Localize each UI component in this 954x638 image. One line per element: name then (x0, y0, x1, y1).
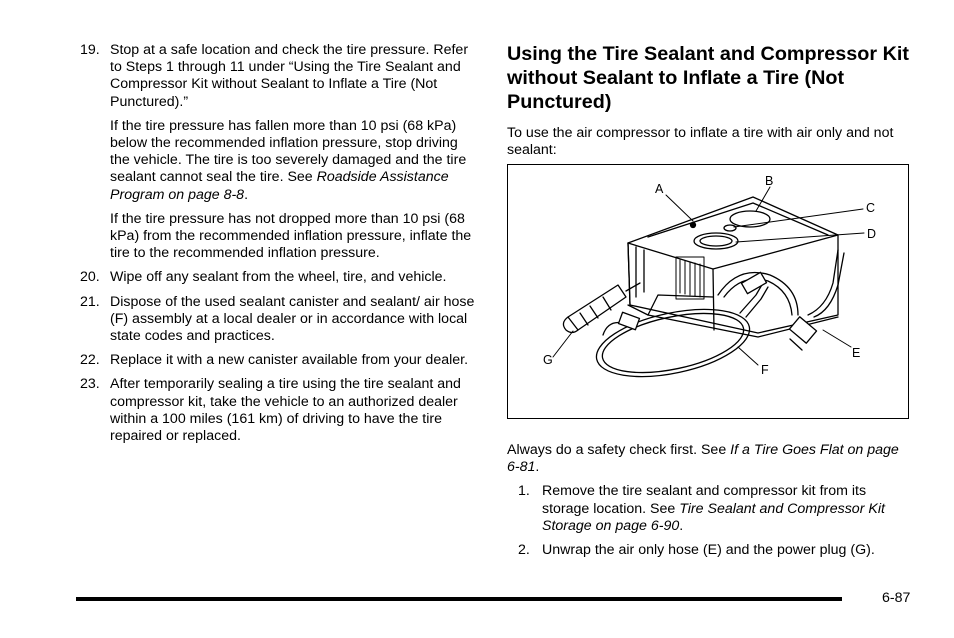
list-item (507, 483, 912, 535)
step-paragraph (110, 294, 478, 346)
step-number: 2. (518, 542, 530, 559)
compressor-illustration (507, 164, 909, 419)
safety-note-text: . (535, 459, 540, 476)
label-e: E (852, 346, 861, 360)
right-column (507, 42, 912, 159)
label-f: F (761, 363, 769, 377)
label-c: C (866, 201, 876, 215)
step-text: After temporarily sealing a tire using the tire sealant and compressor kit, take the vehicle to an authorized dealer within a 100 miles (161 km) of driving to have the tire repaired or replaced. (110, 376, 461, 445)
list-item (76, 269, 478, 286)
left-column (76, 42, 478, 452)
step-number: 22. (80, 352, 100, 369)
label-g: G (543, 353, 553, 367)
step-paragraph (110, 42, 478, 111)
page-number: 6-87 (882, 590, 911, 606)
safety-note-text: Always do a safety check first. See (507, 442, 731, 458)
step-paragraph (110, 269, 478, 286)
label-a: A (655, 182, 664, 196)
step-text: . (244, 186, 249, 203)
step-number: 20. (80, 269, 100, 286)
right-step-list (507, 483, 912, 559)
list-item (507, 542, 912, 559)
instructions-block (507, 442, 912, 559)
list-item (76, 376, 478, 445)
step-paragraph (110, 211, 478, 263)
step-text: Replace it with a new canister available from your dealer. (110, 352, 469, 369)
step-text: If the tire pressure has not dropped more than 10 psi (68 kPa) from the recommended inflation pressure, inflate the tire to the recommended inflation pressure. (110, 210, 472, 262)
step-number: 23. (80, 376, 100, 393)
step-text: Tire Sealant and Compressor Kit Storage on page 6-90 (542, 500, 885, 534)
list-item (76, 294, 478, 346)
label-d: D (867, 227, 877, 241)
step-text: Stop at a safe location and check the tire pressure. Refer to Steps 1 through 11 under “Using the Tire Sealant and Compressor Kit without Sealant to Inflate a Tire (Not Punctured).” (110, 42, 469, 110)
step-number: 21. (80, 293, 100, 310)
step-text: If the tire pressure has fallen more than 10 psi (68 kPa) below the recommended inflation pressure, stop driving the vehicle. The tire is too severely damaged and the tire sealant cannot seal the tire. See (110, 117, 467, 186)
compressor-drawing (508, 165, 910, 420)
footer-rule (76, 597, 842, 601)
section-heading: Using the Tire Sealant and Compressor Kit without Sealant to Inflate a Tire (Not Punctured) (507, 43, 909, 113)
list-item (76, 352, 478, 369)
step-paragraph (110, 118, 478, 204)
step-number: 19. (80, 42, 100, 58)
step-number: 1. (518, 483, 530, 500)
step-text: Wipe off any sealant from the wheel, tire, and vehicle. (110, 269, 447, 286)
step-text: Unwrap the air only hose (E) and the power plug (G). (542, 542, 875, 559)
safety-note (507, 442, 912, 476)
step-text: Roadside Assistance Program on page 8-8 (110, 169, 449, 203)
step-text: Dispose of the used sealant canister and sealant/ air hose (F) assembly at a local dealer or in accordance with local state codes and practices. (110, 293, 475, 345)
step-paragraph (110, 352, 478, 369)
step-text: Remove the tire sealant and compressor kit from its storage location. See (542, 483, 867, 517)
safety-note-text: If a Tire Goes Flat on page 6-81 (507, 442, 899, 476)
intro-paragraph: To use the air compressor to inflate a tire with air only and not sealant: (507, 125, 894, 159)
list-item (76, 42, 478, 262)
step-text: . (679, 517, 684, 534)
step-paragraph (110, 376, 478, 445)
label-b: B (765, 174, 774, 188)
